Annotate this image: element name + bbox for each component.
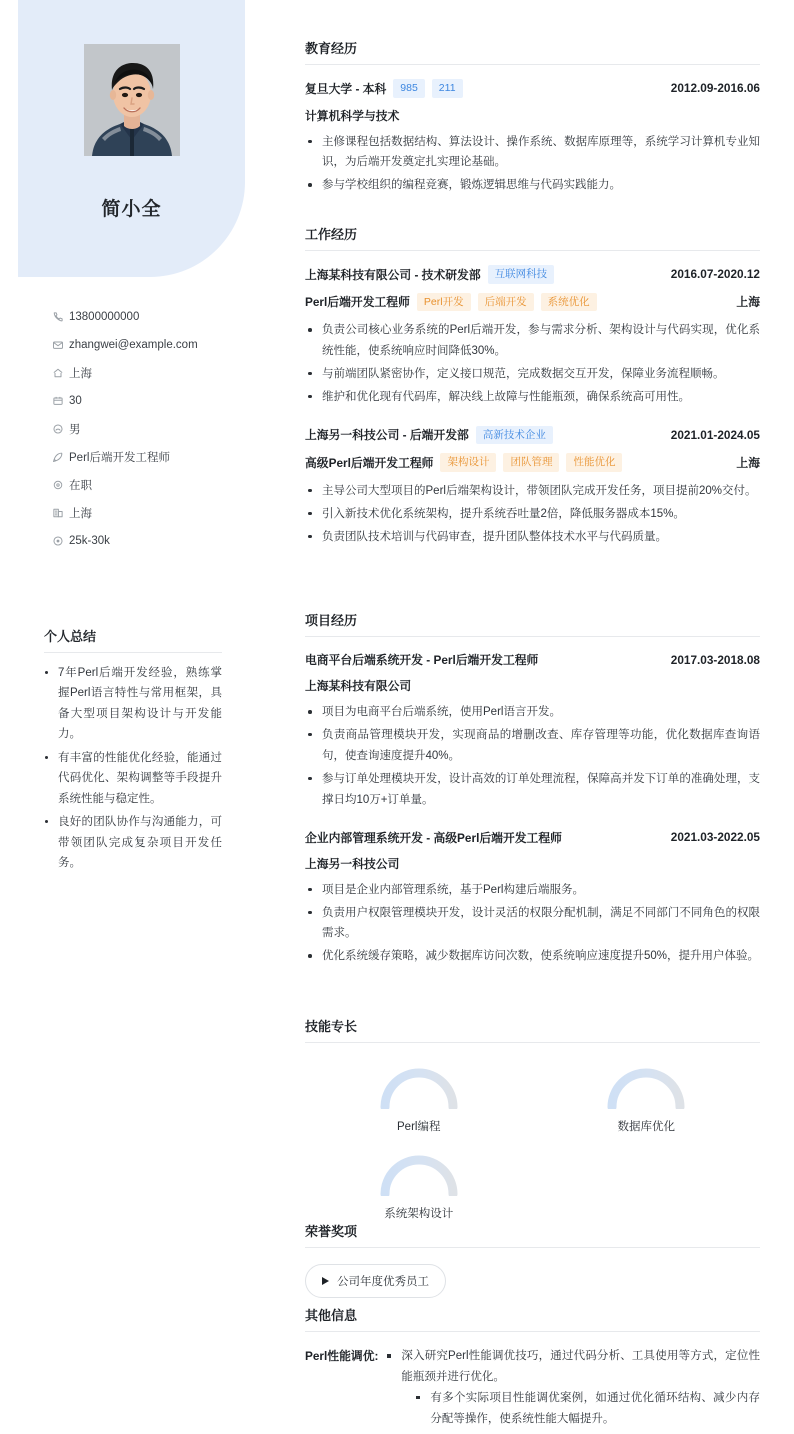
skill-gauge	[376, 1148, 462, 1196]
work-location: 上海	[736, 455, 760, 470]
city-icon	[52, 506, 69, 520]
section-title: 个人总结	[44, 626, 222, 653]
project-company: 上海另一科技公司	[305, 856, 400, 871]
project-entry	[305, 829, 760, 968]
company-name: 上海某科技有限公司 - 技术研发部	[305, 267, 481, 282]
section-title: 其他信息	[305, 1305, 760, 1332]
honors-section	[305, 1221, 760, 1298]
bullet-item: 参与学校组织的编程竞赛，锻炼逻辑思维与代码实践能力。	[305, 175, 760, 196]
bullet-item: 主修课程包括数据结构、算法设计、操作系统、数据库原理等，系统学习计算机专业知识，为后端开发奠定扎实理论基础。	[305, 132, 760, 174]
bullet-item: 优化系统缓存策略，减少数据库访问次数，使系统响应速度提升50%，提升用户体验。	[305, 946, 760, 967]
other-bullets	[382, 1346, 760, 1430]
education-tag: 211	[432, 79, 463, 98]
education-entry	[305, 79, 760, 196]
bullet-item: 有多个实际项目性能调优案例，如通过优化循环结构、减少内存分配等操作，使系统性能大幅提升。	[382, 1388, 760, 1430]
education-section	[305, 38, 760, 198]
contact-value: 男	[69, 424, 81, 436]
section-title: 技能专长	[305, 1016, 760, 1043]
contact-item-age	[52, 387, 282, 415]
home-icon	[52, 366, 69, 380]
summary-bullet: 有丰富的性能优化经验，能通过代码优化、架构调整等手段提升系统性能与稳定性。	[44, 748, 222, 809]
work-period: 2016.07-2020.12	[670, 267, 760, 282]
play-icon	[322, 1277, 329, 1285]
other-info-row	[305, 1332, 760, 1430]
honor-label: 公司年度优秀员工	[337, 1276, 429, 1288]
contact-value: 上海	[69, 368, 92, 380]
skill-tag: Perl开发	[417, 293, 471, 312]
education-bullets	[305, 132, 760, 197]
status-icon	[52, 478, 69, 492]
skill-item	[305, 1148, 533, 1221]
skill-label: 系统架构设计	[384, 1208, 454, 1220]
bullet-item: 维护和优化现有代码库，解决线上故障与性能瓶颈，确保系统高可用性。	[305, 387, 760, 408]
skill-label: 数据库优化	[617, 1121, 675, 1133]
calendar-icon	[52, 394, 69, 408]
work-entry	[305, 426, 760, 548]
contact-value: 在职	[69, 480, 92, 492]
mail-icon	[52, 338, 69, 352]
skills-section	[305, 1016, 760, 1235]
gauge-arc-icon	[376, 1061, 462, 1109]
contact-value: 13800000000	[69, 311, 140, 323]
bullet-item: 项目为电商平台后端系统，使用Perl语言开发。	[305, 702, 760, 723]
skill-gauge	[603, 1061, 689, 1109]
honor-list	[305, 1248, 760, 1298]
project-period: 2017.03-2018.08	[670, 652, 760, 667]
company-tag: 高新技术企业	[476, 426, 553, 445]
project-bullets	[305, 880, 760, 968]
summary-bullet: 良好的团队协作与沟通能力，可带领团队完成复杂项目开发任务。	[44, 812, 222, 873]
skill-tag: 团队管理	[503, 453, 559, 472]
gender-icon	[52, 422, 69, 436]
section-title: 项目经历	[305, 610, 760, 637]
work-bullets	[305, 481, 760, 548]
skill-tag: 性能优化	[566, 453, 622, 472]
work-experience-section	[305, 224, 760, 549]
contact-value: 25k-30k	[69, 535, 110, 547]
gauge-arc-icon	[376, 1148, 462, 1196]
phone-icon	[52, 310, 69, 324]
work-period: 2021.01-2024.05	[670, 427, 760, 442]
contact-item-city	[52, 499, 282, 527]
salary-icon	[52, 534, 69, 548]
contact-item-email	[52, 331, 282, 359]
bullet-item: 负责团队技术培训与代码审查，提升团队整体技术水平与代码质量。	[305, 527, 760, 548]
profile-panel	[18, 0, 245, 277]
bullet-item: 负责商品管理模块开发，实现商品的增删改查、库存管理等功能，优化数据库查询语句，使查询速度提升40%。	[305, 725, 760, 767]
section-title: 工作经历	[305, 224, 760, 251]
contact-item-position	[52, 443, 282, 471]
contact-list	[52, 303, 282, 555]
bullet-item: 引入新技术优化系统架构，提升系统吞吐量2倍，降低服务器成本15%。	[305, 504, 760, 525]
skill-tag: 后端开发	[478, 293, 534, 312]
skill-label: Perl编程	[397, 1121, 441, 1133]
bullet-item: 负责公司核心业务系统的Perl后端开发，参与需求分析、架构设计与代码实现，优化系统性能，使系统响应时间降低30%。	[305, 320, 760, 362]
avatar	[84, 44, 180, 156]
personal-summary-section	[44, 626, 222, 877]
skill-tag: 架构设计	[440, 453, 496, 472]
sidebar	[0, 0, 290, 1434]
profile-photo-illustration	[84, 44, 180, 156]
contact-value: zhangwei@example.com	[69, 339, 198, 351]
contact-item-hometown	[52, 359, 282, 387]
skill-tag: 系统优化	[541, 293, 597, 312]
work-location: 上海	[736, 295, 760, 310]
major-name: 计算机科学与技术	[305, 108, 400, 123]
honor-item[interactable]	[305, 1264, 446, 1298]
education-tag: 985	[393, 79, 425, 98]
skill-item	[305, 1061, 533, 1134]
bullet-item: 参与订单处理模块开发，设计高效的订单处理流程，保障高并发下订单的准确处理，支撑日均10万+订单量。	[305, 769, 760, 811]
bullet-item: 项目是企业内部管理系统，基于Perl构建后端服务。	[305, 880, 760, 901]
other-info-values	[378, 1346, 760, 1430]
job-title: Perl后端开发工程师	[305, 295, 410, 310]
contact-value: 上海	[69, 508, 92, 520]
skills-grid	[305, 1043, 760, 1235]
company-tag: 互联网科技	[488, 265, 555, 284]
project-name: 电商平台后端系统开发 - Perl后端开发工程师	[305, 653, 539, 667]
project-experience-section	[305, 610, 760, 969]
contact-value: Perl后端开发工程师	[69, 452, 170, 464]
summary-bullet: 7年Perl后端开发经验，熟练掌握Perl语言特性与常用框架，具备大型项目架构设计与开发能力。	[44, 663, 222, 745]
project-name: 企业内部管理系统开发 - 高级Perl后端开发工程师	[305, 830, 562, 845]
other-info-key: Perl性能调优:	[305, 1349, 379, 1363]
job-title: 高级Perl后端开发工程师	[305, 455, 434, 470]
project-company: 上海某科技有限公司	[305, 679, 412, 693]
work-bullets	[305, 320, 760, 408]
contact-item-status	[52, 471, 282, 499]
section-title: 荣誉奖项	[305, 1221, 760, 1248]
skill-item	[533, 1061, 761, 1134]
person-name: 简小全	[101, 199, 162, 220]
work-entry	[305, 265, 760, 408]
project-period: 2021.03-2022.05	[670, 830, 760, 845]
bullet-item: 与前端团队紧密协作，定义接口规范，完成数据交互开发，保障业务流程顺畅。	[305, 364, 760, 385]
contact-item-gender	[52, 415, 282, 443]
bullet-item: 深入研究Perl性能调优技巧，通过代码分析、工具使用等方式，定位性能瓶颈并进行优化。	[382, 1346, 760, 1388]
skill-gauge	[376, 1061, 462, 1109]
contact-item-phone	[52, 303, 282, 331]
company-name: 上海另一科技公司 - 后端开发部	[305, 428, 469, 443]
rocket-icon	[52, 450, 69, 464]
section-title: 教育经历	[305, 38, 760, 65]
project-entry	[305, 651, 760, 811]
project-bullets	[305, 702, 760, 811]
education-period: 2012.09-2016.06	[670, 81, 760, 96]
other-info-section	[305, 1305, 760, 1430]
school-name: 复旦大学 - 本科	[305, 81, 387, 96]
gauge-arc-icon	[603, 1061, 689, 1109]
bullet-item: 主导公司大型项目的Perl后端架构设计，带领团队完成开发任务，项目提前20%交付。	[305, 481, 760, 502]
contact-item-salary	[52, 527, 282, 555]
contact-value: 30	[69, 395, 82, 407]
bullet-item: 负责用户权限管理模块开发，设计灵活的权限分配机制，满足不同部门不同角色的权限需求。	[305, 903, 760, 945]
